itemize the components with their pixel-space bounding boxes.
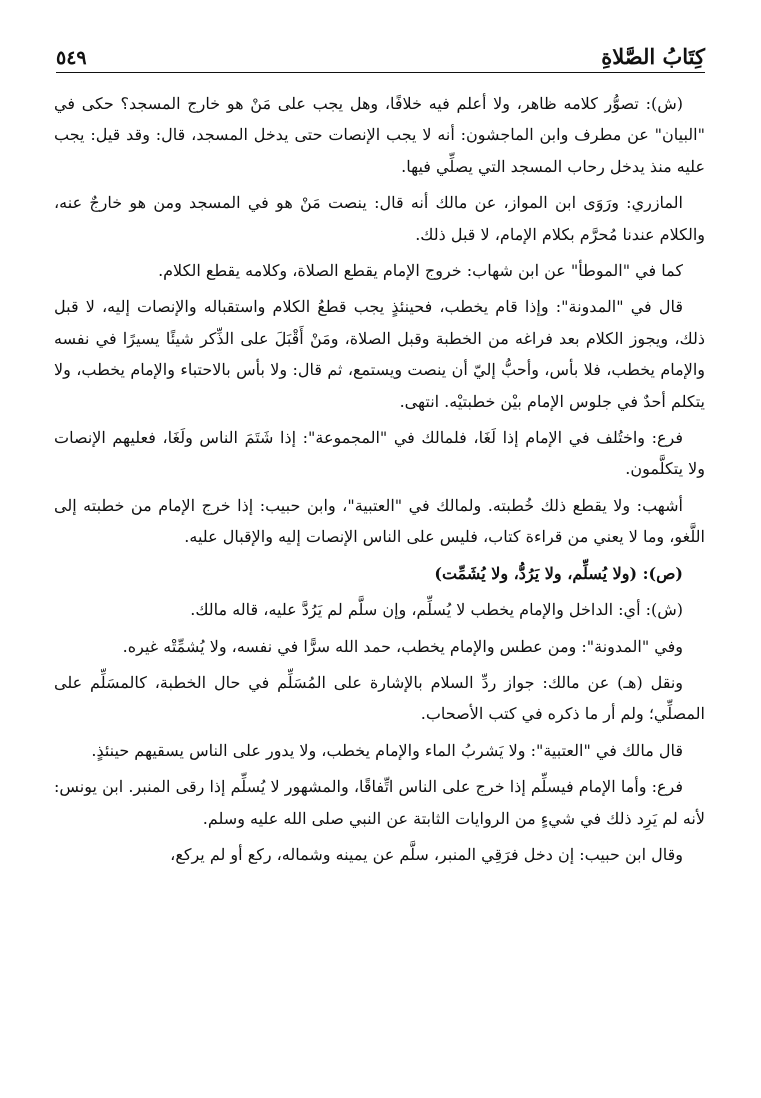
chapter-title: كِتَابُ الصَّلاةِ: [601, 44, 705, 69]
paragraph: كما في "الموطأ" عن ابن شهاب: خروج الإمام يقطع الصلاة، وكلامه يقطع الكلام.: [158, 261, 683, 281]
paragraph: وقال ابن حبيب: إن دخل فرَقِي المنبر، سلَّم عن يمينه وشماله، ركع أو لم يركع،: [170, 844, 683, 864]
matn-quote: (ص): (ولا يُسلِّم، ولا يَرُدُّ، ولا يُشَمِّت): [434, 563, 683, 583]
paragraph: قال في "المدونة": وإذا قام يخطب، فحينئذٍ يجب قطعُ الكلام واستقباله والإنصات إليه، لا قبل ذلك، ويجوز الكلام بعد فراغه من الخطبة وقبل الصلاة، ومَنْ أَقْبَلَ على الذِّكر شيئًا يسيرًا في نفسه والإمام يخطب، فلا بأس، وأحبُّ إليّ أن ينصت ويستمع، ثم قال: ولا بأس بالاحتباء والإمام يخطب، ولا يتكلم أحدٌ في جلوس الإمام بيْن خطبتيْه. انتهى.: [54, 297, 705, 411]
paragraph: فرع: واختُلف في الإمام إذا لَغَا، فلمالك في "المجموعة": إذا شَتَمَ الناس ولَغَا، فعليهم الإنصات ولا يتكلَّمون.: [54, 428, 705, 479]
paragraph: (ش): تصوُّر كلامه ظاهر، ولا أعلم فيه خلافًا، وهل يجب على مَنْ هو خارج المسجد؟ حكى في "البيان" عن مطرف وابن الماجشون: أنه لا يجب الإنصات حتى يدخل المسجد، قال: وقد قيل: يجب عليه منذ يدخل رحاب المسجد التي يصلِّي فيها.: [54, 94, 705, 176]
page-number: ٥٤٩: [56, 47, 87, 69]
page-body: [54, 88, 705, 875]
paragraph: ونقل (هـ) عن مالك: جواز ردِّ السلام بالإشارة على المُسَلِّم في حال الخطبة، كالمسَلِّم على المصلِّي؛ ولم أر ما ذكره في كتب الأصحاب.: [54, 672, 705, 724]
paragraph: فرع: وأما الإمام فيسلِّم إذا خرج على الناس اتِّفاقًا، والمشهور لا يُسلِّم إذا رقى المنبر. ابن يونس: لأنه لم يَرِد ذلك في شيءٍ من الروايات الثابتة عن النبي صلى الله عليه وسلم.: [54, 777, 705, 828]
page-header: [56, 38, 705, 73]
paragraph: وفي "المدونة": ومن عطس والإمام يخطب، حمد الله سرًّا في نفسه، ولا يُشمِّتْه غيره.: [122, 636, 683, 656]
paragraph: قال مالك في "العتبية": ولا يَشربُ الماء والإمام يخطب، ولا يدور على الناس يسقيهم حينئذٍ.: [91, 740, 683, 760]
paragraph: المازري: ورَوَى ابن المواز، عن مالك أنه قال: ينصت مَنْ هو في المسجد ومن هو خارجٌ عنه، والكلام عندنا مُحرَّم بكلام الإمام، لا قبل ذلك.: [54, 193, 705, 244]
paragraph: (ش): أي: الداخل والإمام يخطب لا يُسلِّم، وإن سلَّم لم يَرُدَّ عليه، قاله مالك.: [190, 600, 683, 620]
paragraph: أشهب: ولا يقطع ذلك خُطبته. ولمالك في "العتبية"، وابن حبيب: إذا خرج الإمام من خطبته إلى اللَّغو، وما لا يعني من قراءة كتاب، فليس على الناس الإنصات إليه والإقبال عليه.: [54, 495, 705, 547]
